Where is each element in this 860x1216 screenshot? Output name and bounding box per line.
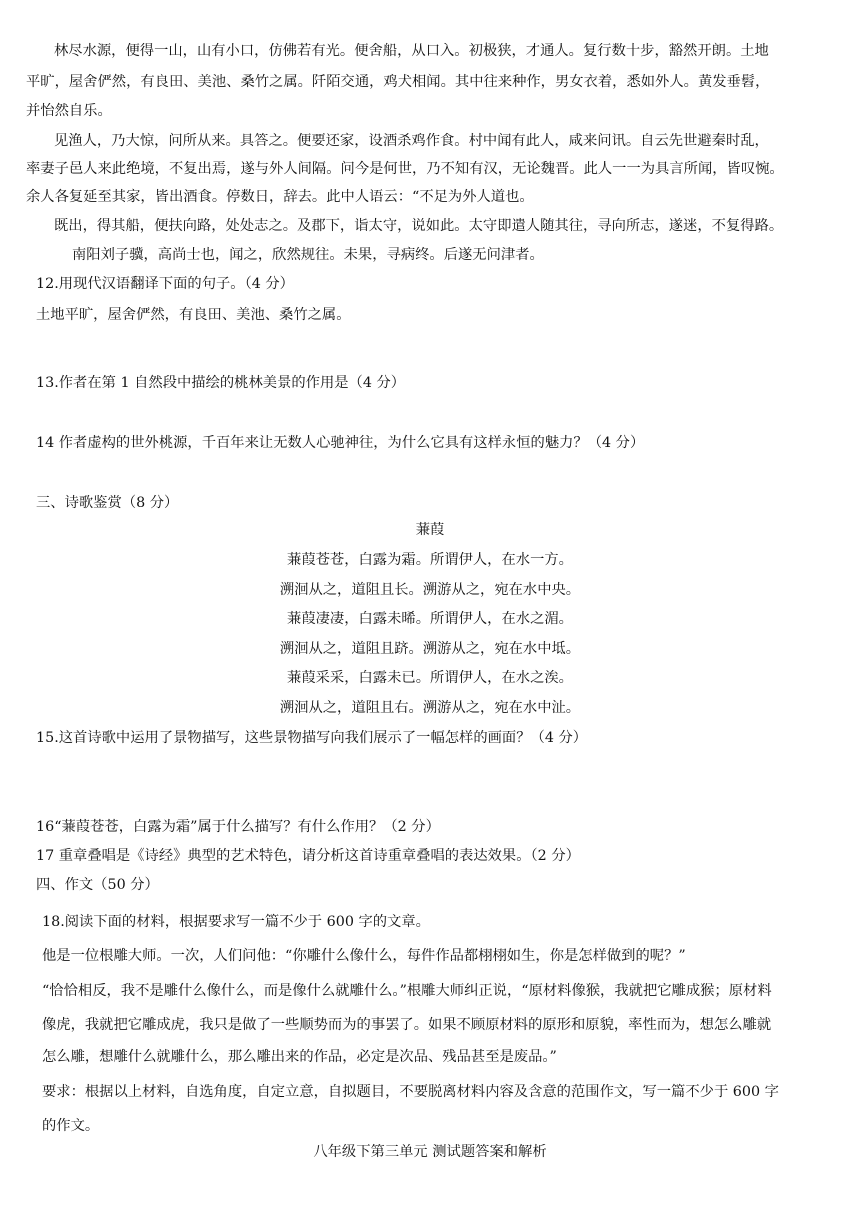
passage-p1-line2: 平旷，屋舍俨然，有良田、美池、桑竹之属。阡陌交通，鸡犬相闻。其中往来种作，男女衣着，悉如外人。黄发垂髫， bbox=[26, 74, 770, 90]
material-line: “恰恰相反，我不是雕什么像什么，而是像什么就雕什么。”根雕大师纠正说，“原材料像猴，我就把它雕成猴；原材料 bbox=[42, 983, 772, 999]
poem-line: 蒹葭采采，白露未已。所谓伊人，在水之涘。 bbox=[287, 670, 573, 686]
passage-p2-line3: 余人各复延至其家，皆出酒食。停数日，辞去。此中人语云：“不足为外人道也。 bbox=[26, 189, 534, 205]
passage-p1-line1: 林尽水源，便得一山，山有小口，仿佛若有光。便舍船，从口入。初极狭，才通人。复行数十步，豁然开朗。土地 bbox=[54, 43, 769, 59]
poem-line: 溯洄从之，道阻且右。溯游从之，宛在水中沚。 bbox=[279, 700, 581, 716]
material-line: 像虎，我就把它雕成虎，我只是做了一些顺势而为的事罢了。如果不顾原材料的原形和原貌，率性而为，想怎么雕就 bbox=[42, 1017, 772, 1033]
question-12-prompt: 12.用现代汉语翻译下面的句子。（4 分） bbox=[36, 276, 294, 292]
passage-p1-line3: 并怡然自乐。 bbox=[26, 103, 112, 119]
material-line: 怎么雕，想雕什么就雕什么，那么雕出来的作品，必定是次品、残品甚至是废品。” bbox=[42, 1049, 557, 1065]
question-15: 15.这首诗歌中运用了景物描写，这些景物描写向我们展示了一幅怎样的画面？（4 分） bbox=[36, 730, 588, 746]
requirement-line: 要求：根据以上材料，自选角度，自定立意，自拟题目，不要脱离材料内容及含意的范围作文，写一篇不少于 600 字 bbox=[42, 1084, 779, 1100]
answer-section-title: 八年级下第三单元 测试题答案和解析 bbox=[313, 1144, 547, 1160]
section-3-heading: 三、诗歌鉴赏（8 分） bbox=[36, 495, 179, 511]
poem-line: 蒹葭苍苍，白露为霜。所谓伊人，在水一方。 bbox=[287, 552, 573, 568]
question-13: 13.作者在第 1 自然段中描绘的桃林美景的作用是（4 分） bbox=[36, 375, 406, 391]
poem-line: 溯洄从之，道阻且跻。溯游从之，宛在水中坻。 bbox=[279, 641, 581, 657]
question-16: 16“蒹葭苍苍，白露为霜”属于什么描写？有什么作用？（2 分） bbox=[36, 819, 440, 835]
poem-line: 蒹葭凄凄，白露未晞。所谓伊人，在水之湄。 bbox=[287, 611, 573, 627]
section-4-heading: 四、作文（50 分） bbox=[36, 877, 159, 893]
question-12-sentence: 土地平旷，屋舍俨然，有良田、美池、桑竹之属。 bbox=[36, 307, 351, 323]
question-18: 18.阅读下面的材料，根据要求写一篇不少于 600 字的文章。 bbox=[42, 914, 430, 930]
passage-p2-line1: 见渔人，乃大惊，问所从来。具答之。便要还家，设酒杀鸡作食。村中闻有此人，咸来问讯。自云先世避秦时乱， bbox=[54, 133, 769, 149]
question-14: 14 作者虚构的世外桃源，千百年来让无数人心驰神往，为什么它具有这样永恒的魅力？（4 分） bbox=[36, 435, 645, 451]
poem-title: 蒹葭 bbox=[415, 522, 445, 538]
requirement-line: 的作文。 bbox=[42, 1118, 100, 1134]
passage-p4: 南阳刘子骥，高尚士也，闻之，欣然规往。未果，寻病终。后遂无问津者。 bbox=[72, 247, 544, 263]
question-17: 17 重章叠唱是《诗经》典型的艺术特色，请分析这首诗重章叠唱的表达效果。（2 分） bbox=[36, 848, 580, 864]
poem-line: 溯洄从之，道阻且长。溯游从之，宛在水中央。 bbox=[279, 582, 581, 598]
passage-p3: 既出，得其船，便扶向路，处处志之。及郡下，诣太守，说如此。太守即遣人随其往，寻向所志，遂迷，不复得路。 bbox=[54, 218, 784, 234]
passage-p2-line2: 率妻子邑人来此绝境，不复出焉，遂与外人间隔。问今是何世，乃不知有汉，无论魏晋。此人一一为具言所闻，皆叹惋。 bbox=[26, 161, 784, 177]
material-line: 他是一位根雕大师。一次，人们问他：“你雕什么像什么，每件作品都栩栩如生，你是怎样做到的呢？” bbox=[42, 948, 686, 964]
